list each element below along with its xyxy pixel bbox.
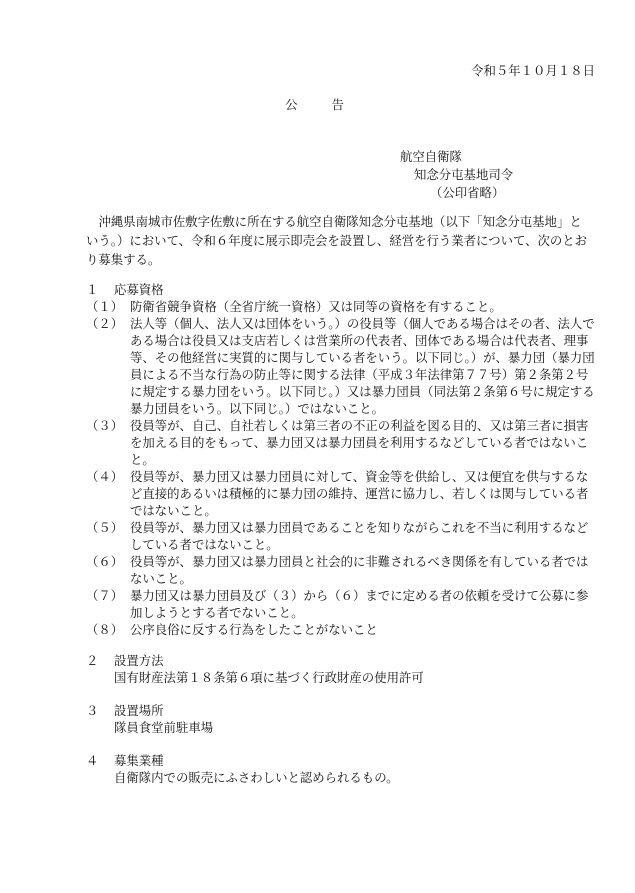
item-text: 役員等が、自己、自社若しくは第三者の不正の利益を図る目的、又は第三者に損害を加える目的をもって、暴力団又は暴力団員を利用するなどしている者ではないこと。 (130, 418, 589, 467)
eligibility-item (86, 417, 598, 468)
item-text: 役員等が、暴力団又は暴力団員であることを知りながらこれを不当に利用するなどしている者ではないこと。 (130, 520, 589, 552)
section-heading (86, 652, 598, 669)
issuer-office: 知念分屯基地司令 (414, 167, 514, 182)
notice-date: 令和５年１０月１８日 (471, 63, 595, 78)
eligibility-list (86, 298, 598, 638)
item-marker: （７） (86, 588, 124, 603)
intro-paragraph: 沖縄県南城市佐敷字佐敷に所在する航空自衛隊知念分屯基地（以下「知念分屯基地」という。）において、令和６年度に展示即売会を設置し、経営を行う業者について、次のとおり募集する。 (86, 214, 588, 267)
section-number: ３ (86, 703, 99, 718)
section-eligibility (86, 281, 598, 638)
issuer-block (400, 148, 513, 202)
item-marker: （８） (86, 622, 124, 637)
item-text: 法人等（個人、法人又は団体をいう。）の役員等（個人である場合はその者、法人である場合は役員又は支店若しくは営業所の代表者、団体である場合は代表者、理事等、その他経営に実質的に関与している者をいう。以下同じ。）が、暴力団（暴力団員による不当な行為の防止等に関する法律（平成３年法律第７７号）第２条第２号に規定する暴力団をいう。以下同じ。）又は暴力団員（同法第２条第６号に規定する暴力団員をいう。以下同じ。）ではないこと。 (130, 316, 595, 416)
item-marker: （４） (86, 469, 124, 484)
section-body: 国有財産法第１８条第６項に基づく行政財産の使用許可 (114, 670, 424, 685)
item-marker: （１） (86, 299, 124, 314)
section-title: 応募資格 (114, 282, 164, 297)
eligibility-item (86, 621, 598, 638)
section-body: 隊員食堂前駐車場 (114, 720, 214, 735)
item-marker: （２） (86, 316, 124, 331)
item-text: 公序良俗に反する行為をしたことがないこと (130, 622, 378, 637)
section-title: 募集業種 (114, 753, 164, 768)
section-number: ２ (86, 653, 99, 668)
issuer-org: 航空自衛隊 (400, 149, 462, 164)
eligibility-item (86, 519, 598, 553)
item-marker: （５） (86, 520, 124, 535)
item-marker: （６） (86, 554, 124, 569)
eligibility-item (86, 553, 598, 587)
section-method (86, 652, 598, 686)
item-text: 暴力団又は暴力団員及び（３）から（６）までに定める者の依頼を受けて公募に参加しようとする者でないこと。 (130, 588, 589, 620)
section-title: 設置方法 (114, 653, 164, 668)
eligibility-item (86, 468, 598, 519)
item-text: 役員等が、暴力団又は暴力団員と社会的に非難されるべき関係を有している者ではないこと。 (130, 554, 589, 586)
item-text: 防衛省競争資格（全省庁統一資格）又は同等の資格を有すること。 (130, 299, 502, 314)
section-number: ４ (86, 753, 99, 768)
eligibility-item (86, 315, 598, 417)
section-heading (86, 281, 598, 298)
section-location (86, 702, 598, 736)
section-title: 設置場所 (114, 703, 164, 718)
section-heading (86, 702, 598, 719)
eligibility-item (86, 587, 598, 621)
item-marker: （３） (86, 418, 124, 433)
section-business-type (86, 752, 598, 786)
section-body: 自衛隊内での販売にふさわしいと認められるもの。 (114, 770, 399, 785)
section-number: １ (86, 282, 99, 297)
issuer-note: （公印省略） (430, 185, 505, 200)
item-text: 役員等が、暴力団又は暴力団員に対して、資金等を供給し、又は便宜を供与するなど直接的あるいは積極的に暴力団の維持、運営に協力し、若しくは関与している者ではないこと。 (130, 469, 589, 518)
eligibility-item (86, 298, 598, 315)
section-heading (86, 752, 598, 769)
notice-title: 公告 (285, 97, 378, 112)
